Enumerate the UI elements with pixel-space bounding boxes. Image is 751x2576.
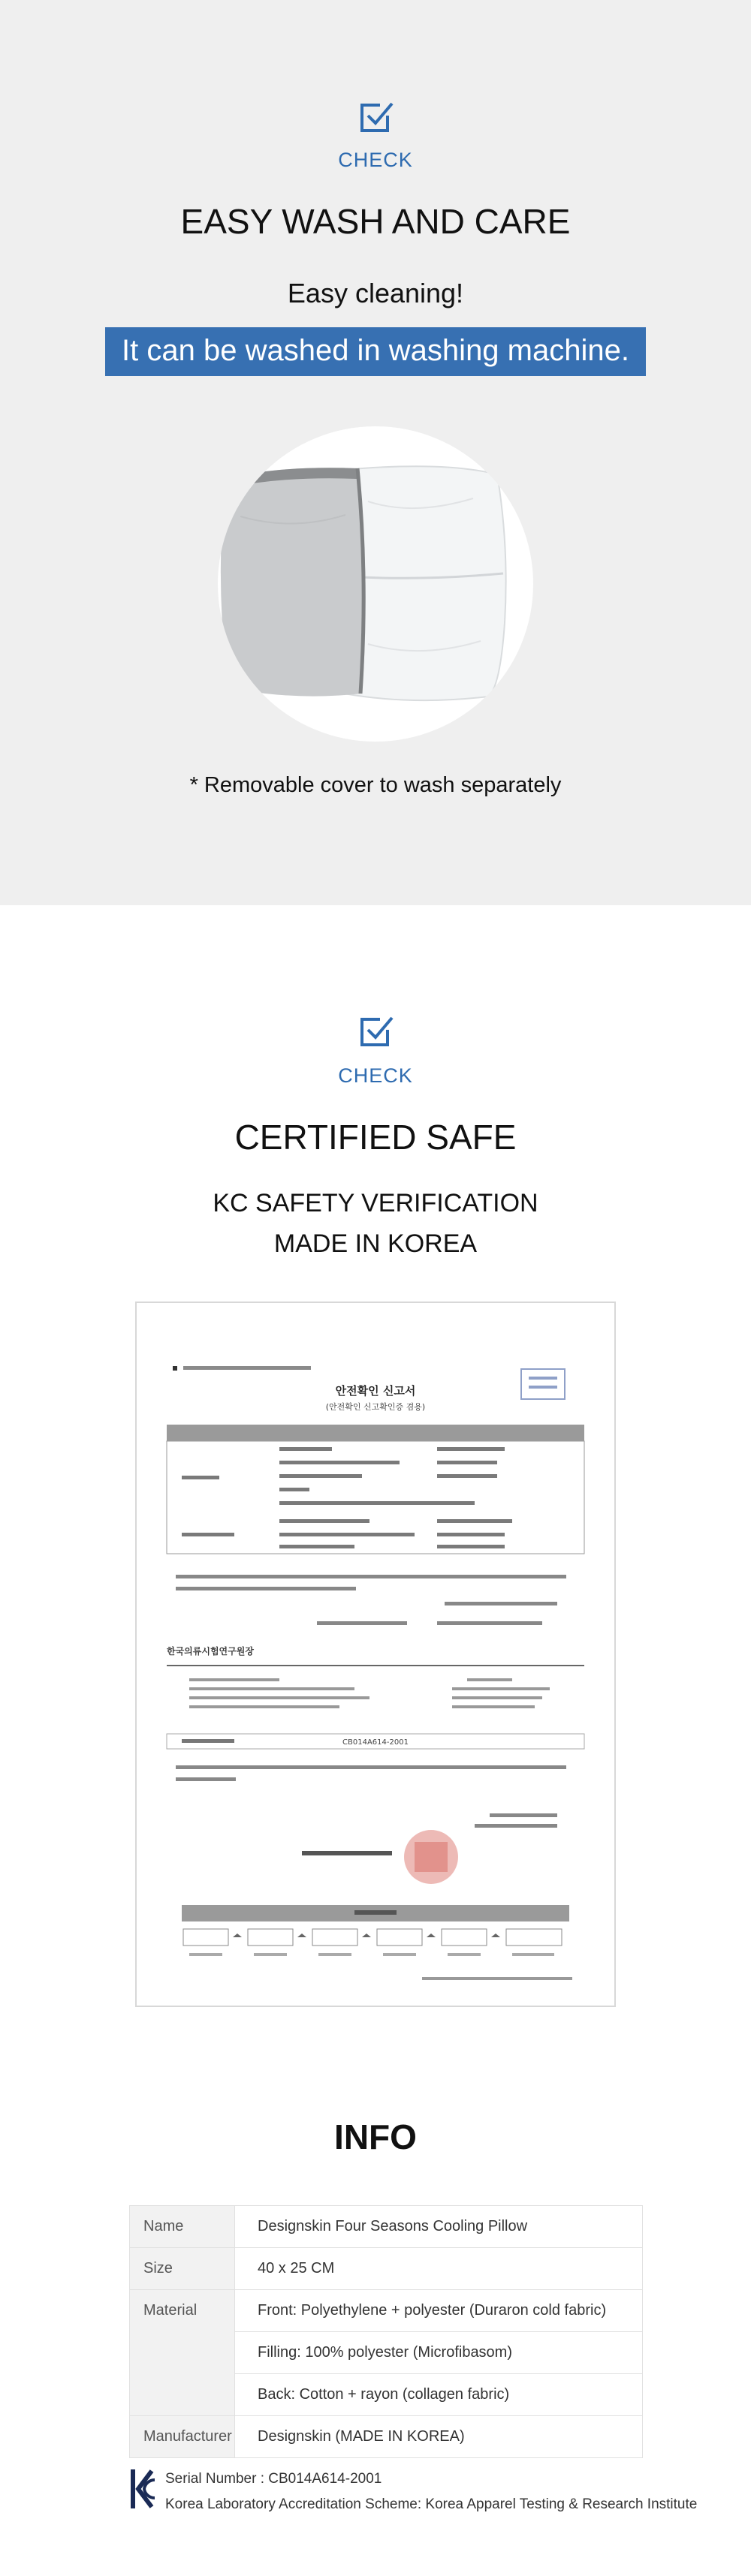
info-value: Designskin (MADE IN KOREA) (235, 2416, 643, 2458)
info-key: Name (130, 2206, 235, 2248)
wash-highlight-wrap (0, 327, 751, 376)
kc-mark-icon (129, 2466, 156, 2511)
accreditation-scheme: Korea Laboratory Accreditation Scheme: Korea Apparel Testing & Research Institute (165, 2496, 698, 2512)
info-value: Back: Cotton + rayon (collagen fabric) (235, 2374, 643, 2416)
info-value: Filling: 100% polyester (Microfibasom) (235, 2332, 643, 2374)
info-value: Designskin Four Seasons Cooling Pillow (235, 2206, 643, 2248)
info-key (130, 2374, 235, 2416)
table-row (130, 2332, 643, 2374)
info-key (130, 2332, 235, 2374)
table-row (130, 2290, 643, 2332)
check-label: CHECK (338, 1064, 413, 1087)
pillow-photo (218, 426, 533, 742)
check-label: CHECK (338, 149, 413, 171)
certificate-institute: 한국의류시험연구원장 (167, 1646, 254, 1657)
table-row (130, 2374, 643, 2416)
safe-line-2: MADE IN KOREA (273, 1229, 478, 1258)
checkbox-icon (354, 96, 397, 138)
certificate-illustration (137, 1303, 614, 2006)
table-row (130, 2248, 643, 2290)
kc-certificate-document (135, 1302, 616, 2007)
wash-section (0, 0, 751, 905)
certificate-subtitle: (안전확인 신고확인증 겸용) (325, 1402, 426, 1412)
info-key: Material (130, 2290, 235, 2332)
info-table (129, 2205, 643, 2458)
wash-heading: EASY WASH AND CARE (180, 202, 571, 241)
info-key: Manufacturer (130, 2416, 235, 2458)
checkbox-icon (354, 1010, 397, 1052)
safe-line-1: KC SAFETY VERIFICATION (213, 1189, 538, 1217)
table-row (130, 2206, 643, 2248)
table-row (130, 2416, 643, 2458)
wash-subheading: Easy cleaning! (287, 278, 464, 308)
certificate-title: 안전확인 신고서 (335, 1384, 416, 1398)
info-key: Size (130, 2248, 235, 2290)
info-value: Front: Polyethylene + polyester (Duraron cold fabric) (235, 2290, 643, 2332)
pillow-illustration (218, 426, 533, 742)
wash-note: * Removable cover to wash separately (189, 773, 562, 797)
certificate-number: CB014A614-2001 (342, 1738, 409, 1747)
info-title: INFO (334, 2117, 417, 2156)
serial-number: Serial Number : CB014A614-2001 (165, 2471, 382, 2487)
safe-heading: CERTIFIED SAFE (234, 1118, 517, 1157)
wash-highlight: It can be washed in washing machine. (105, 327, 646, 376)
info-value: 40 x 25 CM (235, 2248, 643, 2290)
